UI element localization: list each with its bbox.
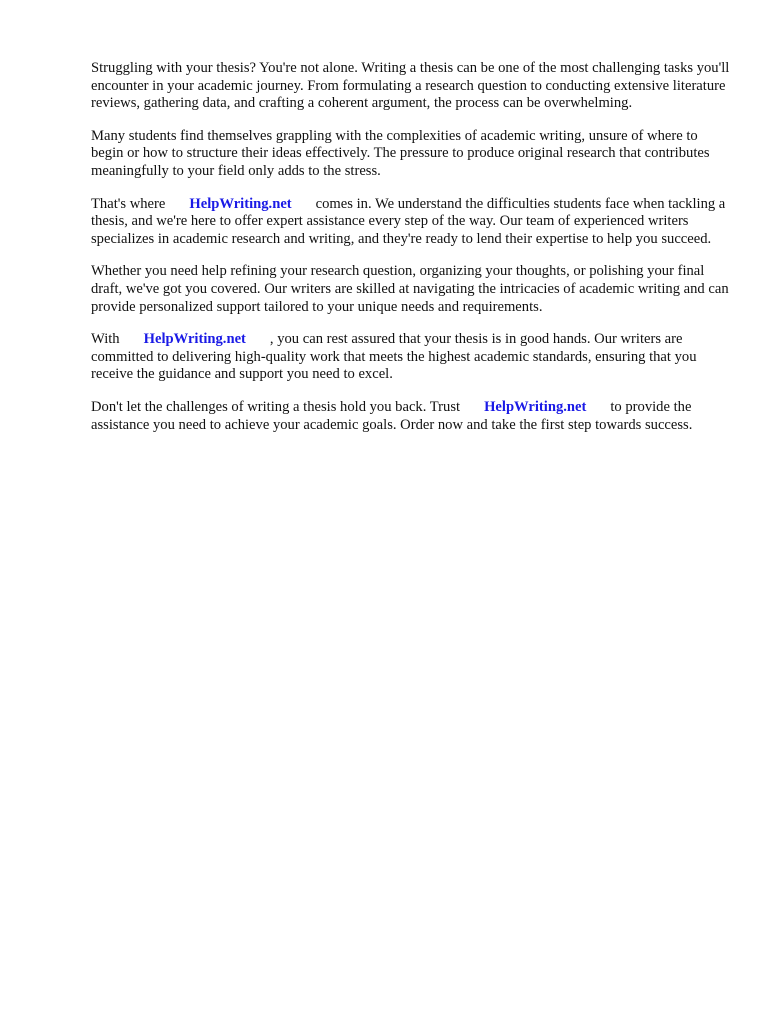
paragraph-text: Don't let the challenges of writing a thesis hold you back. Trust xyxy=(91,398,461,415)
paragraph-text: Many students find themselves grappling with the complexities of academic writing, unsure of where to begin or how to structure their ideas effectively. The pressure to produce original research that contributes meaningfully to your field only adds to the stress. xyxy=(91,127,710,179)
document-body xyxy=(91,60,731,449)
paragraph-text: Struggling with your thesis? You're not alone. Writing a thesis can be one of the most challenging tasks you'll encounter in your academic journey. From formulating a research question to conducting extensive literature reviews, gathering data, and crafting a coherent argument, the process can be overwhelming. xyxy=(91,60,730,112)
paragraph-with xyxy=(91,331,731,384)
paragraph-whether xyxy=(91,263,731,316)
paragraph-text: , you can rest assured that your thesis is in good hands. Our writers are committed to delivering high-quality work that meets the highest academic standards, ensuring that you receive the guidance and support you need to excel. xyxy=(91,331,697,383)
paragraph-dont-let xyxy=(91,399,731,434)
paragraph-text: comes in. We understand the difficulties students face when tackling a thesis, and we're here to offer expert assistance every step of the way. Our team of experienced writers specializes in academic research and writing, and they're ready to lend their expertise to help you succeed. xyxy=(91,195,726,247)
paragraph-intro xyxy=(91,60,731,113)
paragraph-text: With xyxy=(91,331,120,348)
paragraph-text: to provide the assistance you need to achieve your academic goals. Order now and take the first step towards success. xyxy=(91,398,693,433)
paragraph-struggles xyxy=(91,128,731,181)
paragraph-thats-where xyxy=(91,196,731,249)
paragraph-text: Whether you need help refining your research question, organizing your thoughts, or polishing your final draft, we've got you covered. Our writers are skilled at navigating the intricacies of academic writing and can provide personalized support tailored to your unique needs and requirements. xyxy=(91,263,729,315)
paragraph-text: That's where xyxy=(91,195,166,212)
helpwriting-link[interactable]: HelpWriting.net xyxy=(143,331,246,348)
helpwriting-link[interactable]: HelpWriting.net xyxy=(189,195,292,212)
helpwriting-link[interactable]: HelpWriting.net xyxy=(484,398,587,415)
